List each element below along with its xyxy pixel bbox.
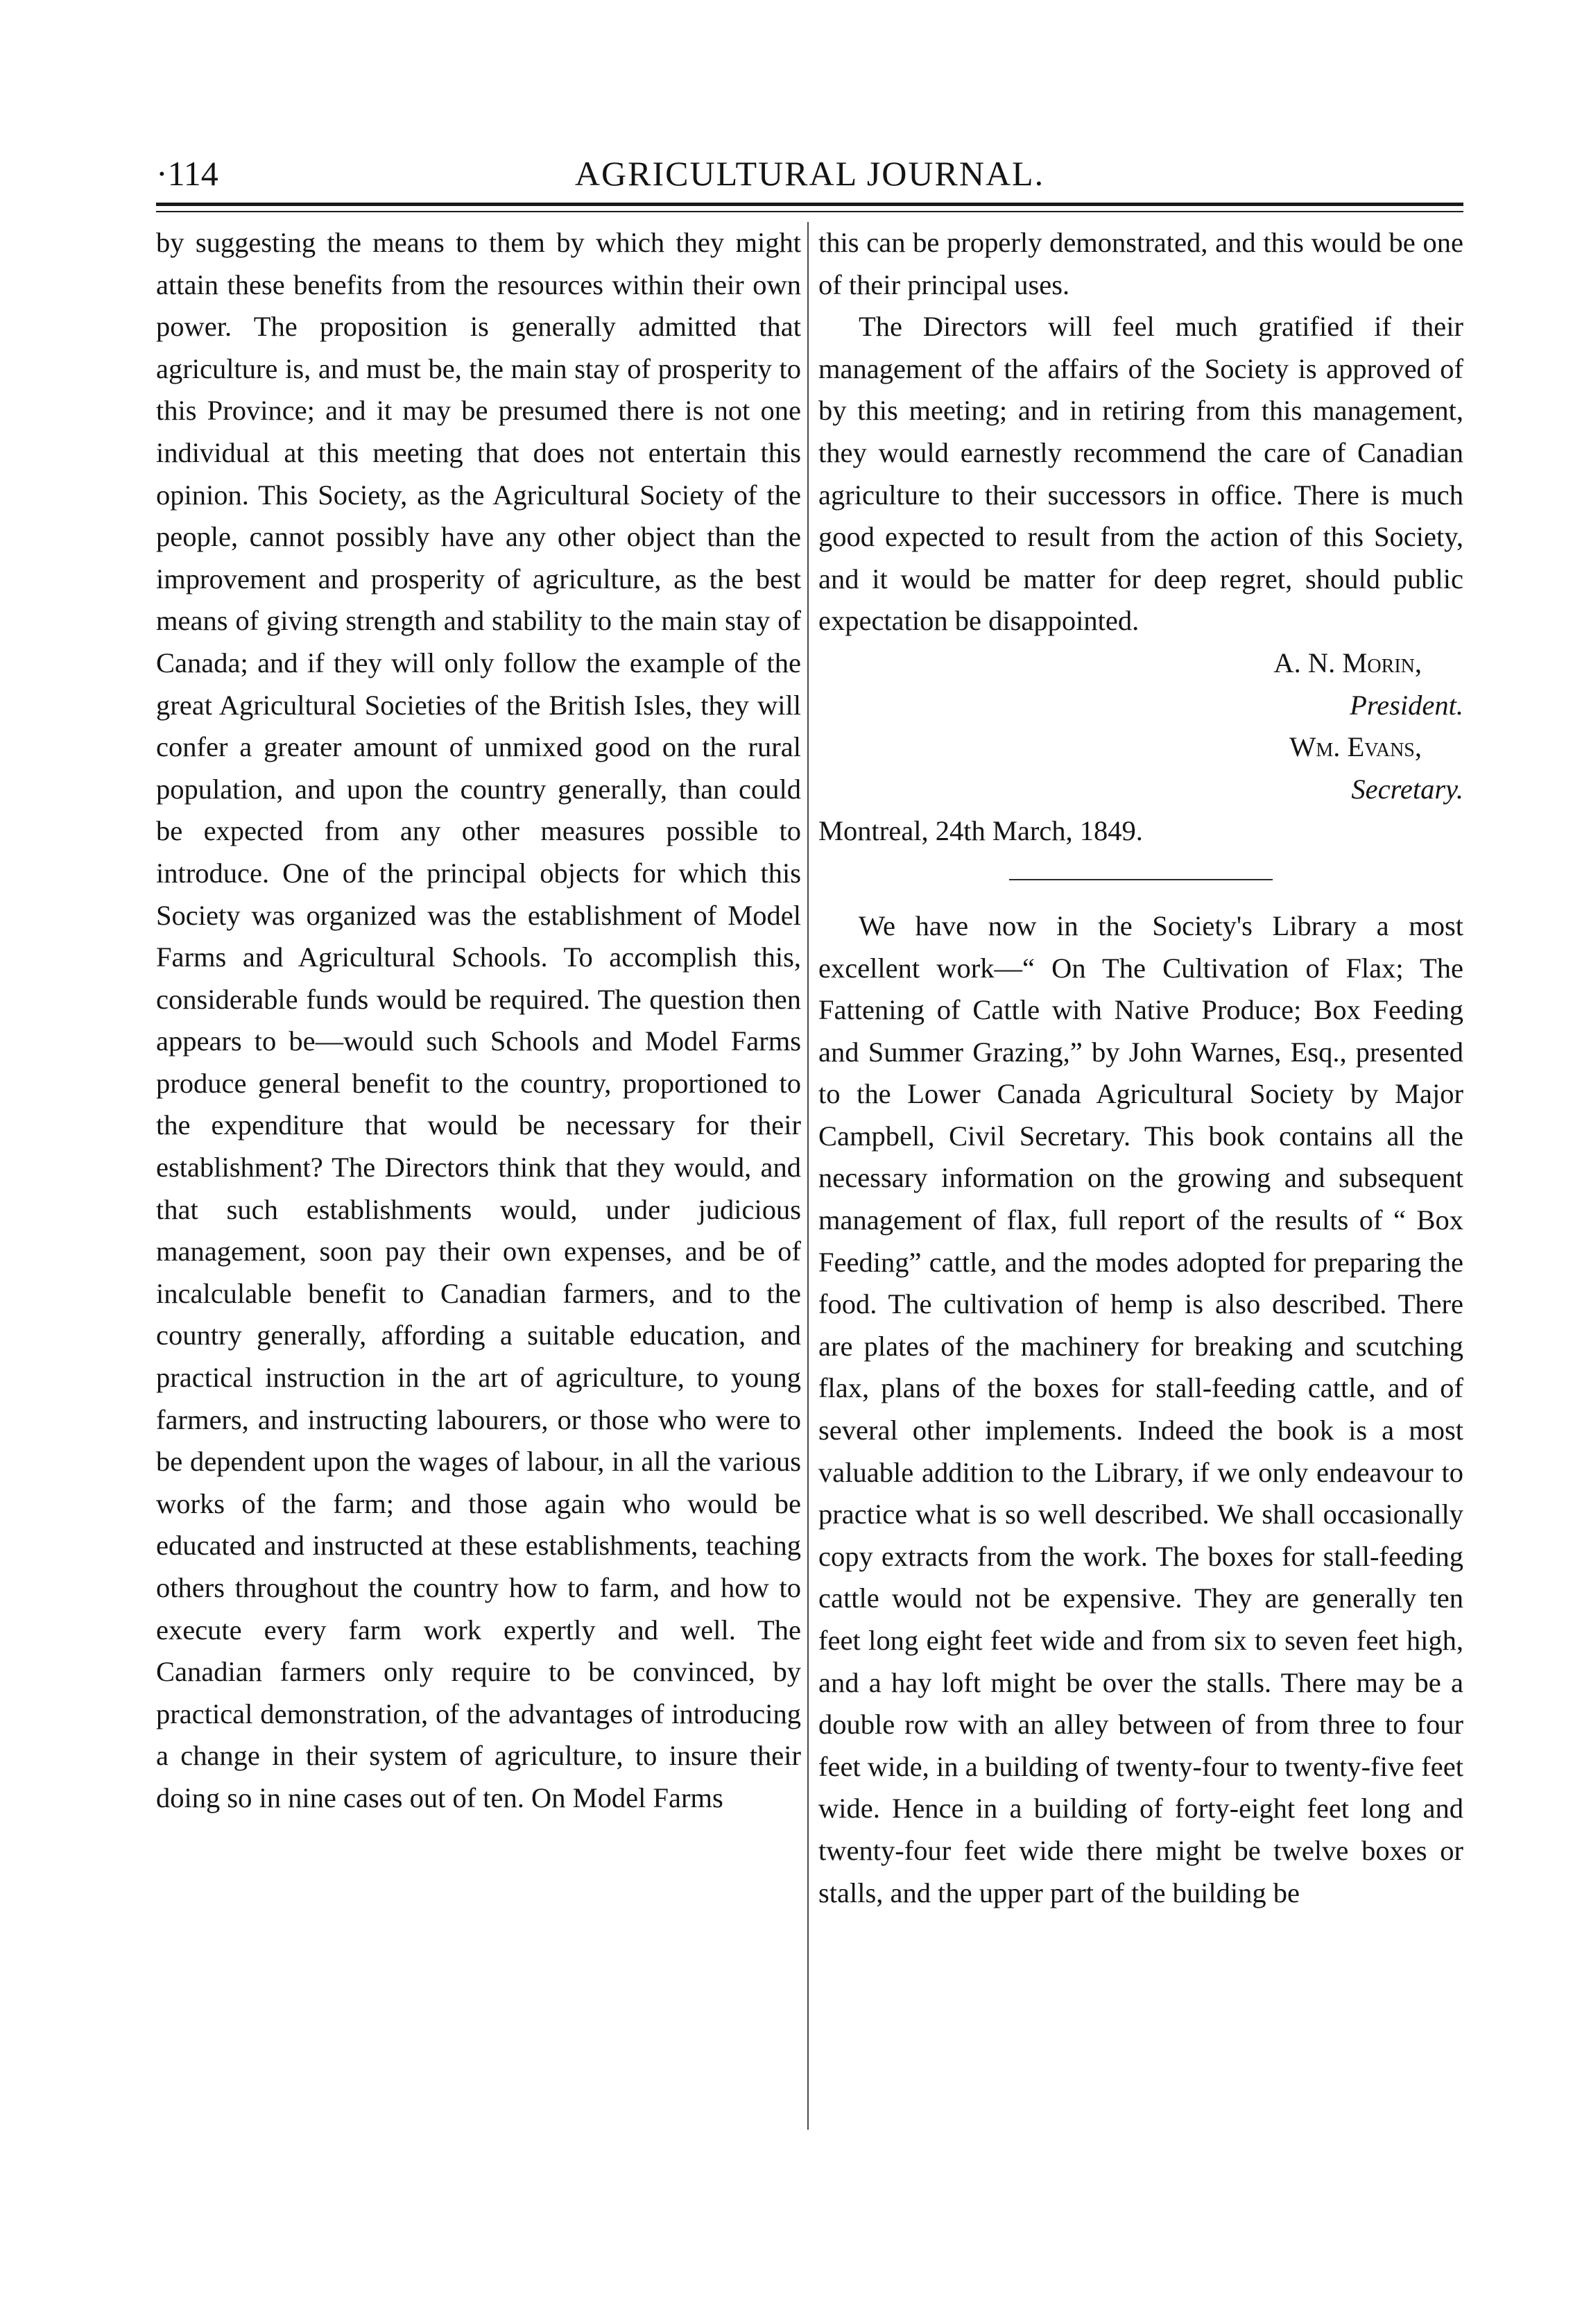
- president-name: A. N. Morin,: [1273, 647, 1422, 678]
- running-title: AGRICULTURAL JOURNAL.: [574, 154, 1045, 193]
- signature-secretary-title: [818, 769, 1463, 811]
- right-paragraph-2: The Directors will feel much gratified if their management of the affairs of the Society is approved of by this meeting; and in retiring from this management, they would earnestly recommend the care of Canadian agriculture to their successors in office. There is much good expected to result from the action of this Society, and it would be matter for deep regret, should public expectation be disappointed.: [818, 311, 1463, 637]
- signature-president-name: [818, 642, 1463, 685]
- page-header: [156, 149, 1463, 198]
- right-column: [818, 222, 1463, 1914]
- president-title: President.: [1350, 689, 1463, 721]
- signature-secretary-name: [818, 726, 1463, 769]
- left-paragraph-1: by suggesting the means to them by which they might attain these benefits from the resources within their own power. The proposition is generally admitted that agriculture is, and must be, the main stay of prosperity to this Province; and it may be presumed there is not one individual at this meeting that does not entertain this opinion. This Society, as the Agricultural Society of the people, cannot possibly have any other object than the improvement and prosperity of agriculture, as the best means of giving strength and stability to the main stay of Canada; and if they will only follow the example of the great Agricultural Societies of the British Isles, they will confer a greater amount of unmixed good on the rural population, and upon the country generally, than could be expected from any other measures possible to introduce. One of the principal objects for which this Society was organized was the establishment of Model Farms and Agricultural Schools. To accomplish this, considerable funds would be required. The question then appears to be—would such Schools and Model Farms produce general benefit to the country, proportioned to the expenditure that would be necessary for their establishment? The Directors think that they would, and that such establishments would, under judicious management, soon pay their own expenses, and be of incalculable benefit to Canadian farmers, and to the country generally, affording a suitable education, and practical instruction in the art of agriculture, to young farmers, and instructing labourers, or those who were to be dependent upon the wages of labour, in all the various works of the farm; and those again who would be educated and instructed at these establishments, teaching others throughout the country how to farm, and how to execute every farm work expertly and well. The Canadian farmers only require to be convinced, by practical demonstration, of the advantages of introducing a change in their system of agriculture, to insure their doing so in nine cases out of ten. On Model Farms: [156, 227, 801, 1813]
- right-paragraph-1: this can be properly demonstrated, and this would be one of their principal uses.: [818, 227, 1463, 300]
- secretary-name: Wm. Evans,: [1289, 731, 1422, 763]
- page-number: ·114: [156, 154, 218, 193]
- column-divider: [807, 222, 809, 2130]
- dateline: Montreal, 24th March, 1849.: [818, 815, 1143, 847]
- header-rule: [156, 203, 1463, 212]
- secretary-title: Secretary.: [1351, 773, 1463, 805]
- left-column: [156, 222, 801, 1820]
- right-paragraph-3: We have now in the Society's Library a most excellent work—“ On The Cultivation of Flax; The Fattening of Cattle with Native Produce; Box Feeding and Summer Grazing,” by John Warnes, Esq., presented to the Lower Canada Agricultural Society by Major Campbell, Civil Secretary. This book contains all the necessary information on the growing and subsequent management of flax, full report of the results of “ Box Feeding” cattle, and the modes adopted for preparing the food. The cultivation of hemp is also described. There are plates of the machinery for breaking and scutching flax, plans of the boxes for stall-feeding cattle, and of several other implements. Indeed the book is a most valuable addition to the Library, if we only endeavour to practice what is so well described. We shall occasionally copy extracts from the work. The boxes for stall-feeding cattle would not be expensive. They are generally ten feet long eight feet wide and from six to seven feet high, and a hay loft might be over the stalls. There may be a double row with an alley between of from three to four feet wide, in a building of twenty-four to twenty-five feet wide. Hence in a building of forty-eight feet long and twenty-four feet wide there might be twelve boxes or stalls, and the upper part of the building be: [818, 909, 1463, 1908]
- section-divider-rule: [1009, 879, 1273, 880]
- signature-president-title: [818, 685, 1463, 727]
